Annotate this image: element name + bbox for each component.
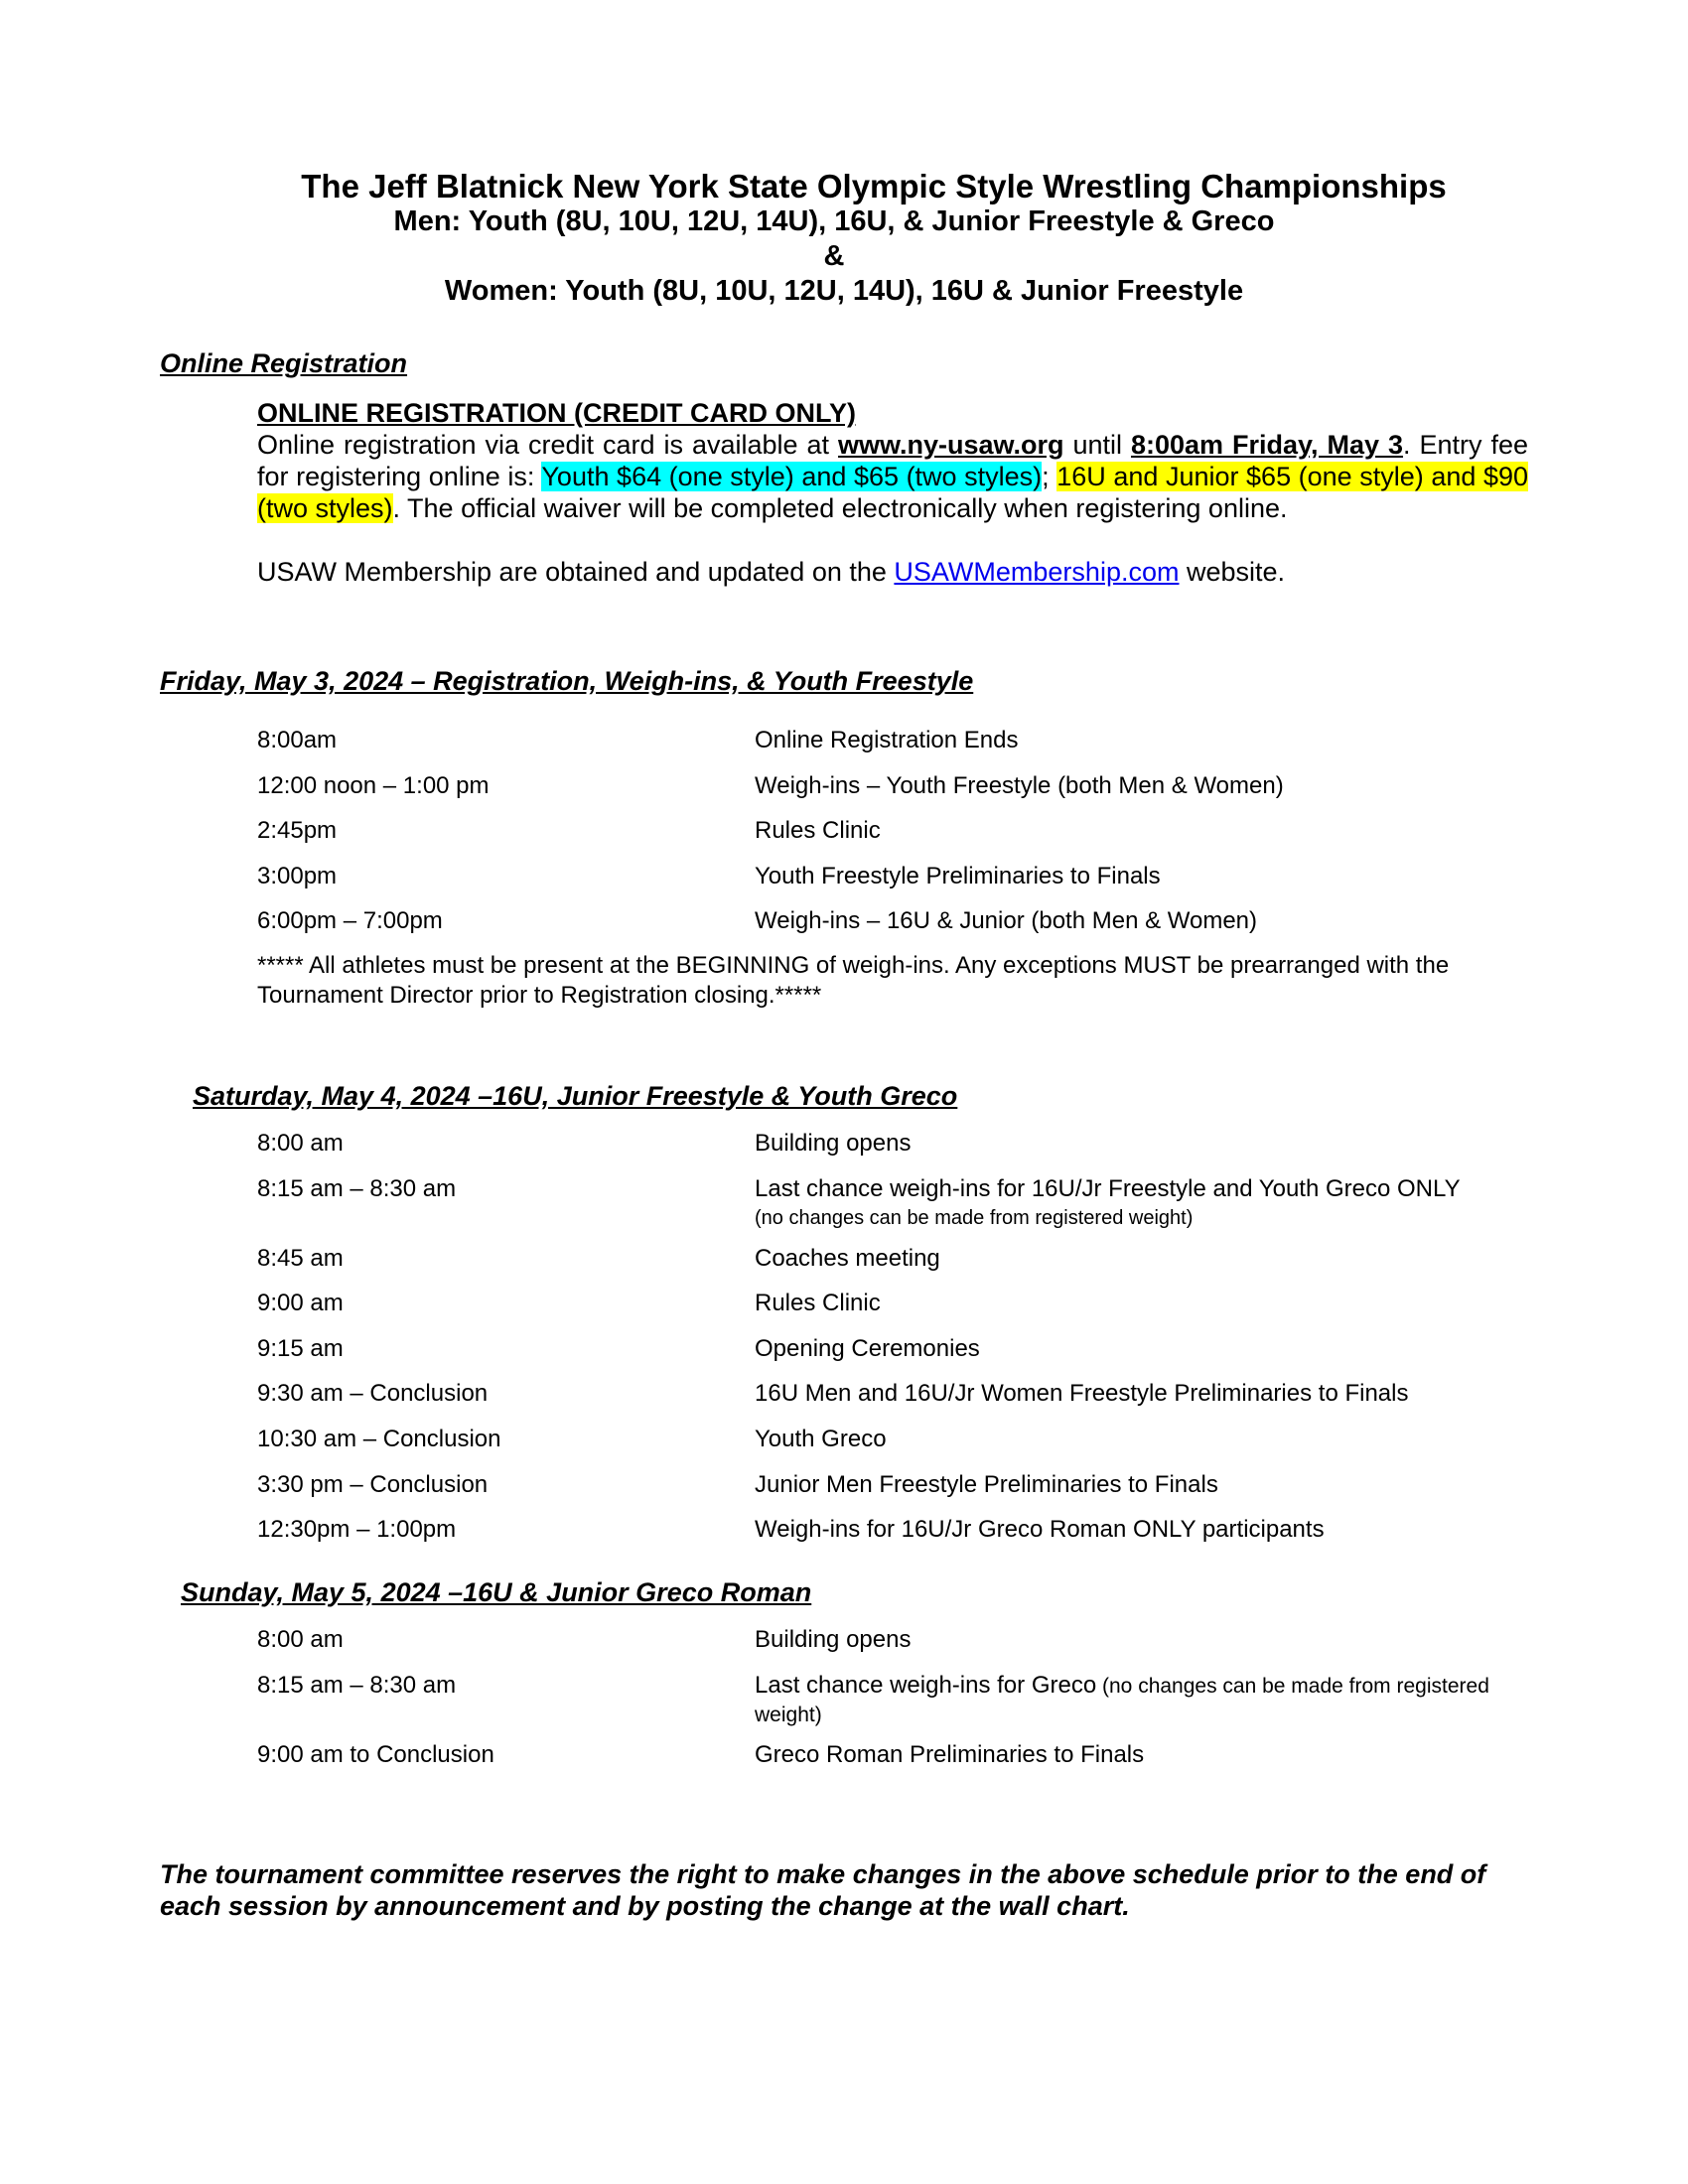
schedule-time: 6:00pm – 7:00pm (257, 907, 443, 935)
schedule-time: 8:45 am (257, 1244, 344, 1272)
schedule-event: Greco Roman Preliminaries to Finals (755, 1740, 1145, 1768)
schedule-event: Rules Clinic (755, 817, 881, 845)
schedule-time: 9:00 am to Conclusion (257, 1740, 494, 1768)
membership-text: USAW Membership are obtained and updated on the (257, 557, 895, 587)
registration-text: . The official waiver will be completed electronically when registering online. (392, 493, 1288, 523)
schedule-row (257, 1335, 1538, 1381)
schedule-time: 8:15 am – 8:30 am (257, 1671, 457, 1699)
schedule-event: Coaches meeting (755, 1244, 940, 1272)
schedule-event: Building opens (755, 1130, 912, 1157)
registration-subheading: ONLINE REGISTRATION (CREDIT CARD ONLY) (257, 398, 857, 428)
schedule-time: 9:00 am (257, 1290, 344, 1317)
sunday-heading: Sunday, May 5, 2024 –16U & Junior Greco Roman (181, 1577, 812, 1607)
schedule-event: Youth Freestyle Preliminaries to Finals (755, 862, 1161, 889)
friday-heading: Friday, May 3, 2024 – Registration, Weigh-ins, & Youth Freestyle (160, 666, 974, 696)
schedule-event: Building opens (755, 1626, 912, 1653)
schedule-event (755, 1672, 1509, 1729)
schedule-disclaimer: The tournament committee reserves the right to make changes in the above schedule prior to the end of each session by announcement and by posting the change at the wall chart. (160, 1859, 1486, 1921)
title-ampersand: & (823, 240, 845, 272)
schedule-event: Weigh-ins – Youth Freestyle (both Men & Women) (755, 771, 1284, 799)
schedule-time: 9:15 am (257, 1334, 344, 1362)
schedule-time: 12:30pm – 1:00pm (257, 1516, 457, 1544)
schedule-event-text: Last chance weigh-ins for Greco (755, 1671, 1097, 1699)
schedule-time: 3:00pm (257, 862, 338, 889)
registration-text: ; (1042, 462, 1057, 491)
website-link[interactable]: www.ny-usaw.org (837, 430, 1064, 460)
document-title: The Jeff Blatnick New York State Olympic Style Wrestling Championships (301, 168, 1447, 205)
schedule-row (257, 727, 1538, 772)
schedule-row (257, 863, 1538, 908)
schedule-event: Weigh-ins for 16U/Jr Greco Roman ONLY participants (755, 1516, 1325, 1544)
schedule-event-note: (no changes can be made from registered weight) (755, 1674, 1489, 1726)
schedule-time: 8:00am (257, 727, 338, 753)
sunday-schedule (257, 1626, 1538, 1786)
usaw-membership-link[interactable]: USAWMembership.com (894, 557, 1180, 587)
schedule-time: 8:15 am – 8:30 am (257, 1174, 457, 1202)
schedule-time: 10:30 am – Conclusion (257, 1425, 501, 1452)
schedule-event: Junior Men Freestyle Preliminaries to Finals (755, 1470, 1218, 1498)
schedule-row (257, 1516, 1538, 1562)
membership-paragraph (257, 556, 1528, 588)
title-men-divisions: Men: Youth (8U, 10U, 12U, 14U), 16U, & Junior Freestyle & Greco (393, 205, 1275, 237)
schedule-row (257, 1471, 1538, 1517)
schedule-event: Opening Ceremonies (755, 1334, 980, 1362)
junior-fee-highlight: 16U and Junior $65 (one style) and $90 (two styles) (257, 462, 1528, 523)
schedule-row (257, 1741, 1538, 1787)
schedule-event: Online Registration Ends (755, 727, 1019, 753)
friday-schedule (257, 727, 1538, 953)
weigh-in-note: ***** All athletes must be present at the BEGINNING of weigh-ins. Any exceptions MUST be prearranged with the Tournament Director prior to Registration closing.***** (257, 952, 1450, 1009)
title-women-divisions: Women: Youth (8U, 10U, 12U, 14U), 16U & Junior Freestyle (444, 275, 1244, 307)
schedule-time: 9:30 am – Conclusion (257, 1380, 489, 1408)
saturday-heading: Saturday, May 4, 2024 –16U, Junior Freestyle & Youth Greco (193, 1081, 958, 1111)
schedule-row (257, 1380, 1538, 1426)
schedule-row (257, 1130, 1538, 1175)
youth-fee-highlight: Youth $64 (one style) and $65 (two styles) (541, 462, 1043, 491)
schedule-event-note: (no changes can be made from registered weight) (755, 1206, 1194, 1229)
schedule-row (257, 817, 1538, 863)
schedule-row (257, 1626, 1538, 1672)
schedule-time: 8:00 am (257, 1626, 344, 1653)
registration-paragraph (257, 429, 1528, 524)
schedule-row (257, 772, 1538, 818)
registration-deadline: 8:00am Friday, May 3 (1130, 430, 1404, 460)
schedule-row (257, 1672, 1538, 1741)
schedule-time: 2:45pm (257, 817, 338, 845)
schedule-event (755, 1175, 1539, 1231)
online-registration-heading: Online Registration (160, 348, 408, 378)
schedule-event-text: Last chance weigh-ins for 16U/Jr Freestyle and Youth Greco ONLY (755, 1174, 1461, 1202)
saturday-schedule (257, 1130, 1538, 1562)
membership-text: website. (1179, 557, 1286, 587)
schedule-time: 12:00 noon – 1:00 pm (257, 771, 490, 799)
schedule-row (257, 907, 1538, 953)
schedule-time: 3:30 pm – Conclusion (257, 1470, 489, 1498)
registration-text: . Entry fee for registering online is: (257, 430, 1528, 491)
registration-text: until (1063, 430, 1131, 460)
schedule-event: 16U Men and 16U/Jr Women Freestyle Preliminaries to Finals (755, 1380, 1409, 1408)
schedule-row (257, 1290, 1538, 1335)
schedule-event: Rules Clinic (755, 1290, 881, 1317)
schedule-event: Weigh-ins – 16U & Junior (both Men & Women) (755, 907, 1258, 935)
schedule-row (257, 1175, 1538, 1245)
document-title-block (0, 169, 1688, 309)
registration-block (257, 397, 1528, 588)
schedule-event: Youth Greco (755, 1425, 887, 1452)
schedule-time: 8:00 am (257, 1130, 344, 1157)
schedule-row (257, 1426, 1538, 1471)
registration-text: Online registration via credit card is available at (257, 430, 838, 460)
schedule-row (257, 1245, 1538, 1291)
